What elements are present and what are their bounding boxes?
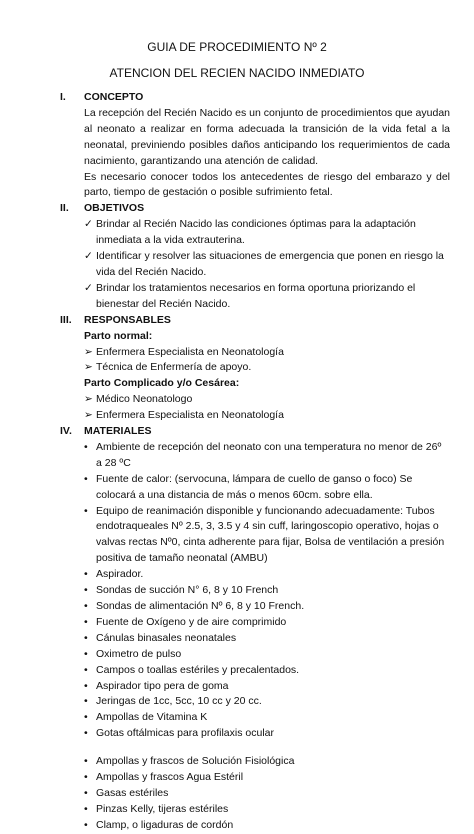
list-item <box>60 663 450 679</box>
list-item-text: Brindar al Recién Nacido las condiciones óptimas para la adaptación inmediata a la vida extrauterina. <box>96 218 416 247</box>
bullet-dot-icon: • <box>84 600 88 612</box>
list-item-text: Ampollas y frascos Agua Estéril <box>96 771 244 784</box>
list-item-text: Sondas de succión N° 6, 8 y 10 French <box>96 584 279 597</box>
list-item-text: Médico Neonatologo <box>96 393 193 406</box>
list-item <box>60 408 450 424</box>
list-item-text: Enfermera Especialista en Neonatología <box>96 409 284 422</box>
list-item-text: Cánulas binasales neonatales <box>96 631 237 644</box>
bullet-dot-icon: • <box>84 472 88 485</box>
bullet-dot-icon: • <box>84 727 88 740</box>
objetivos-list <box>60 217 450 312</box>
list-item <box>60 647 450 663</box>
parto-complicado-list <box>60 392 450 424</box>
list-item-text: Gasas estériles <box>96 786 169 799</box>
bullet-dot-icon: • <box>84 631 88 644</box>
section-heading-objetivos <box>60 201 450 217</box>
bullet-dot-icon: • <box>84 584 88 597</box>
list-item-text: Fuente de Oxígeno y de aire comprimido <box>96 615 287 628</box>
bullet-dot-icon: • <box>84 771 88 784</box>
list-item-text: Técnica de Enfermería de apoyo. <box>96 361 252 374</box>
bullet-dot-icon: • <box>84 818 88 831</box>
bullet-dot-icon: • <box>84 711 88 724</box>
list-item-text: Gotas oftálmicas para profilaxis ocular <box>96 727 274 740</box>
list-item <box>60 802 450 818</box>
arrow-bullet-icon: ➢ <box>84 393 93 406</box>
list-item-text: Equipo de reanimación disponible y funcionando adecuadamente: Tubos endotraqueales Nº 2.5, 3, 3.5 y 4 sin cuff, laringoscopio operativo, hojas o valvas rectas Nº0, cinta adherente para fijar, Bolsa de ventilación a presión positiva de tamaño neonatal (AMBU) <box>96 504 445 565</box>
bullet-dot-icon: • <box>84 755 88 768</box>
list-item-text: Aspirador tipo pera de goma <box>96 679 229 692</box>
arrow-bullet-icon: ➢ <box>84 409 93 422</box>
list-item-text: Campos o toallas estériles y precalentados. <box>96 663 300 676</box>
list-item-text: Fuente de calor: (servocuna, lámpara de cuello de ganso o foco) Se colocará a una distancia de más o menos 60cm. sobre ella. <box>96 472 413 501</box>
section-title: RESPONSABLES <box>84 313 171 326</box>
materiales-list-continued <box>60 754 450 834</box>
bullet-dot-icon: • <box>84 663 88 676</box>
list-item <box>60 818 450 834</box>
bullet-dot-icon: • <box>84 615 88 628</box>
section-number: IV. <box>60 425 72 438</box>
bullet-dot-icon: • <box>84 802 88 815</box>
list-item <box>60 679 450 695</box>
bullet-dot-icon: • <box>84 786 88 799</box>
list-item <box>60 770 450 786</box>
list-item <box>60 504 450 568</box>
bullet-dot-icon: • <box>84 695 88 708</box>
list-item <box>60 217 450 249</box>
list-item-text: Brindar los tratamientos necesarios en forma oportuna priorizando el bienestar del Recién Nacido. <box>96 281 416 310</box>
bullet-dot-icon: • <box>84 440 88 453</box>
check-icon: ✓ <box>84 250 93 263</box>
list-item <box>60 281 450 313</box>
list-item-text: Pinzas Kelly, tijeras estériles <box>96 802 229 815</box>
list-item <box>60 440 450 472</box>
list-item-text: Identificar y resolver las situaciones de emergencia que ponen en riesgo la vida del Recién Nacido. <box>96 250 444 278</box>
list-item <box>60 392 450 408</box>
list-item <box>60 754 450 770</box>
list-item-text: Ampollas de Vitamina K <box>96 711 208 724</box>
arrow-bullet-icon: ➢ <box>84 361 93 374</box>
list-item <box>60 249 450 281</box>
check-icon: ✓ <box>84 218 93 231</box>
materiales-list <box>60 440 450 742</box>
list-item-text: Aspirador. <box>96 568 144 581</box>
section-heading-materiales <box>60 424 450 440</box>
list-item <box>60 786 450 802</box>
list-item <box>60 599 450 615</box>
concepto-paragraph-2: Es necesario conocer todos los antecedentes de riesgo del embarazo y del parto, tiempo de gestación o posible sufrimiento fetal. <box>84 170 450 199</box>
document-subtitle: ATENCION DEL RECIEN NACIDO INMEDIATO <box>109 66 365 80</box>
list-spacer <box>60 742 450 754</box>
parto-complicado-label: Parto Complicado y/o Cesárea: <box>84 377 240 390</box>
section-title: MATERIALES <box>84 425 152 438</box>
list-item <box>60 472 450 504</box>
list-item <box>60 631 450 647</box>
parto-normal-list <box>60 345 450 377</box>
list-item-text: Clamp, o ligaduras de cordón <box>96 818 234 831</box>
section-heading-concepto <box>60 90 450 106</box>
section-number: I. <box>60 91 66 103</box>
section-heading-responsables <box>60 313 450 329</box>
list-item <box>60 710 450 726</box>
bullet-dot-icon: • <box>84 679 88 692</box>
document-body <box>60 90 450 834</box>
list-item <box>60 694 450 710</box>
list-item <box>60 360 450 376</box>
bullet-dot-icon: • <box>84 504 88 517</box>
list-item-text: Ampollas y frascos de Solución Fisiológica <box>96 755 295 768</box>
list-item <box>60 345 450 361</box>
list-item <box>60 615 450 631</box>
list-item <box>60 726 450 742</box>
section-title: OBJETIVOS <box>84 202 145 215</box>
list-item-text: Oximetro de pulso <box>96 647 182 660</box>
bullet-dot-icon: • <box>84 568 88 581</box>
list-item-text: Enfermera Especialista en Neonatología <box>96 345 284 358</box>
list-item-text: Sondas de alimentación Nº 6, 8 y 10 French. <box>96 600 305 612</box>
list-item-text: Ambiente de recepción del neonato con una temperatura no menor de 26º a 28 ºC <box>96 440 442 469</box>
list-item <box>60 567 450 583</box>
section-title: CONCEPTO <box>84 91 144 103</box>
list-item-text: Jeringas de 1cc, 5cc, 10 cc y 20 cc. <box>96 695 262 708</box>
section-number: III. <box>60 313 72 326</box>
bullet-dot-icon: • <box>84 647 88 660</box>
arrow-bullet-icon: ➢ <box>84 345 93 358</box>
section-number: II. <box>60 202 69 215</box>
document-title: GUIA DE PROCEDIMIENTO Nº 2 <box>147 40 327 54</box>
concepto-paragraph-1: La recepción del Recién Nacido es un conjunto de procedimientos que ayudan al neonato a realizar en forma adecuada la transición de la vida fetal a la neonatal, previniendo posibles daños anticipando los requerimientos de cada nacimiento, garantizando una atención de calidad. <box>84 106 450 167</box>
list-item <box>60 583 450 599</box>
parto-normal-label: Parto normal: <box>84 329 153 342</box>
check-icon: ✓ <box>84 281 93 294</box>
